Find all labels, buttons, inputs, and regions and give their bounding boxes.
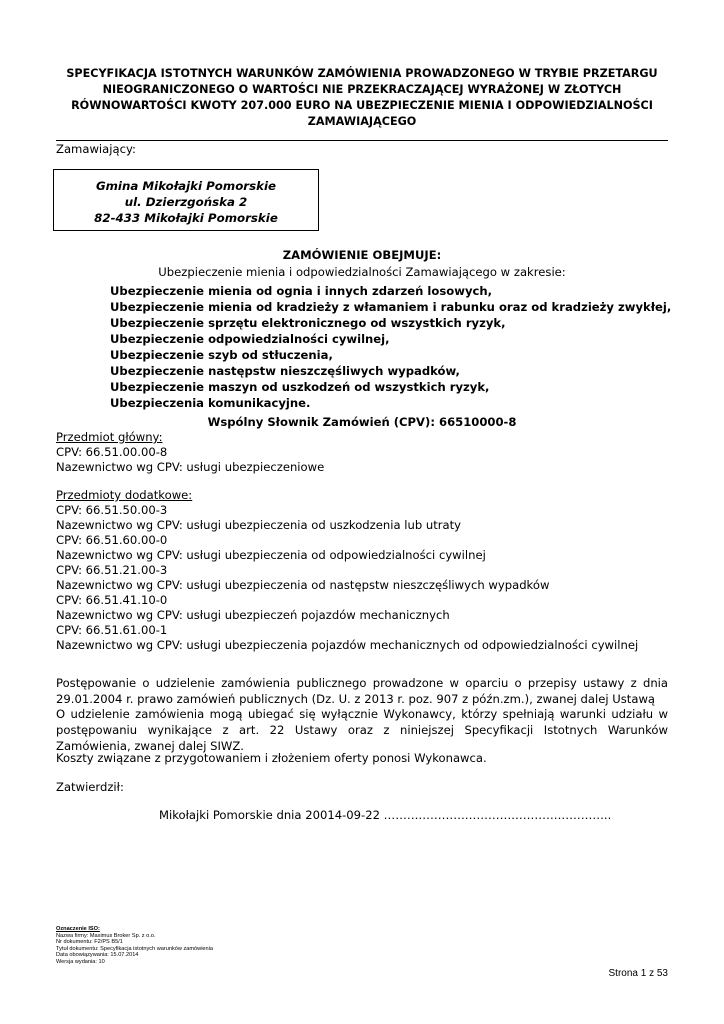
cpv-line: CPV: 66.51.00.00-8 (56, 445, 168, 459)
cpv-heading: Wspólny Słownik Zamówień (CPV): 66510000-8 (207, 415, 517, 429)
scope-list (110, 283, 671, 411)
contracting-party-street: ul. Dzierzgońska 2 (124, 195, 248, 209)
iso-line: Data obowiązywania: 15.07.2014 (56, 952, 139, 959)
costs-paragraph: Koszty związane z przygotowaniem i złożeniem oferty ponosi Wykonawca. (56, 751, 487, 765)
scope-heading: ZAMÓWIENIE OBEJMUJE: (282, 248, 442, 262)
scope-item: Ubezpieczenie następstw nieszczęśliwych wypadków, (110, 364, 460, 378)
legal-basis-paragraph: Postępowanie o udzielenie zamówienia publicznego prowadzone w oparciu o przepisy ustawy z dnia 29.01.2004 r. prawo zamówień publicznych (Dz. U. z 2013 r. poz. 907 z późn.zm.), zwanej dalej Ustawą (56, 676, 668, 706)
scope-item: Ubezpieczenie szyb od stłuczenia, (110, 348, 333, 362)
cpv-line: Nazewnictwo wg CPV: usługi ubezpieczenia od uszkodzenia lub utraty (56, 518, 462, 532)
scope-item: Ubezpieczenie mienia od ognia i innych zdarzeń losowych, (110, 284, 493, 298)
cpv-main-label: Przedmiot główny: (56, 430, 163, 444)
title-line: ZAMAWIAJĄCEGO (307, 115, 417, 128)
scope-intro: Ubezpieczenie mienia i odpowiedzialności Zamawiającego w zakresie: (158, 265, 566, 279)
cpv-additional-label: Przedmioty dodatkowe: (56, 488, 193, 502)
cpv-line: CPV: 66.51.41.10-0 (56, 593, 168, 607)
contracting-party-city: 82-433 Mikołajki Pomorskie (94, 211, 278, 225)
cpv-line: Nazewnictwo wg CPV: usługi ubezpieczeń pojazdów mechanicznych (56, 608, 450, 622)
cpv-additional-block (56, 488, 638, 653)
title-line: SPECYFIKACJA ISTOTNYCH WARUNKÓW ZAMÓWIENIA PROWADZONEGO W TRYBIE PRZETARGU (66, 67, 658, 80)
title-line: NIEOGRANICZONEGO O WARTOŚCI NIE PRZEKRACZAJĄCEJ WYRAŻONEJ W ZŁOTYCH (102, 83, 622, 96)
cpv-line: CPV: 66.51.50.00-3 (56, 503, 168, 517)
approval-label: Zatwierdził: (56, 780, 124, 794)
iso-title: Oznaczenie ISO: (56, 926, 100, 932)
scope-item: Ubezpieczenie mienia od kradzieży z włamaniem i rabunku oraz od kradzieży zwykłej, (110, 300, 672, 314)
cpv-line: Nazewnictwo wg CPV: usługi ubezpieczenia od następstw nieszczęśliwych wypadków (56, 578, 550, 592)
approval-place-date: Mikołajki Pomorskie dnia 20014-09-22 ………………………………………………….. (159, 808, 612, 822)
scope-item: Ubezpieczenia komunikacyjne. (110, 396, 311, 410)
scope-item: Ubezpieczenie maszyn od uszkodzeń od wszystkich ryzyk, (110, 380, 490, 394)
scope-item: Ubezpieczenie odpowiedzialności cywilnej, (110, 332, 390, 346)
title-divider (56, 140, 668, 141)
contracting-label: Zamawiający: (56, 142, 136, 156)
cpv-main-block (56, 430, 324, 475)
cpv-line: CPV: 66.51.60.00-0 (56, 533, 168, 547)
iso-line: Wersja wydania: 10 (56, 958, 105, 965)
iso-line: Nr dokumentu: F2/PS B5/1 (56, 939, 123, 946)
title-line: RÓWNOWARTOŚCI KWOTY 207.000 EURO NA UBEZPIECZENIE MIENIA I ODPOWIEDZIALNOŚCI (71, 99, 653, 112)
eligibility-paragraph: O udzielenie zamówienia mogą ubiegać się wyłącznie Wykonawcy, którzy spełniają warunki udziału w postępowaniu wynikające z art. 22 Ustawy oraz z niniejszej Specyfikacji Istotnych Warunków Zamówienia, zwanej dalej SIWZ. (56, 707, 668, 753)
document-title (60, 66, 664, 130)
cpv-line: Nazewnictwo wg CPV: usługi ubezpieczenia od odpowiedzialności cywilnej (56, 548, 486, 562)
cpv-line: CPV: 66.51.61.00-1 (56, 623, 168, 637)
contracting-party-name: Gmina Mikołajki Pomorskie (95, 179, 277, 193)
cpv-line: CPV: 66.51.21.00-3 (56, 563, 168, 577)
iso-line: Nazwa firmy: Maximus Broker Sp. z o.o. (56, 932, 156, 939)
iso-info (56, 926, 213, 966)
cpv-line: Nazewnictwo wg CPV: usługi ubezpieczeniowe (56, 460, 325, 474)
cpv-line: Nazewnictwo wg CPV: usługi ubezpieczenia pojazdów mechanicznych od odpowiedzialności cywilnej (56, 638, 639, 652)
page-number: Strona 1 z 53 (608, 968, 668, 979)
iso-line: Tytuł dokumentu: Specyfikacja istotnych warunków zamówienia (56, 945, 214, 952)
contracting-party-box (53, 169, 319, 231)
scope-item: Ubezpieczenie sprzętu elektronicznego od wszystkich ryzyk, (110, 316, 506, 330)
